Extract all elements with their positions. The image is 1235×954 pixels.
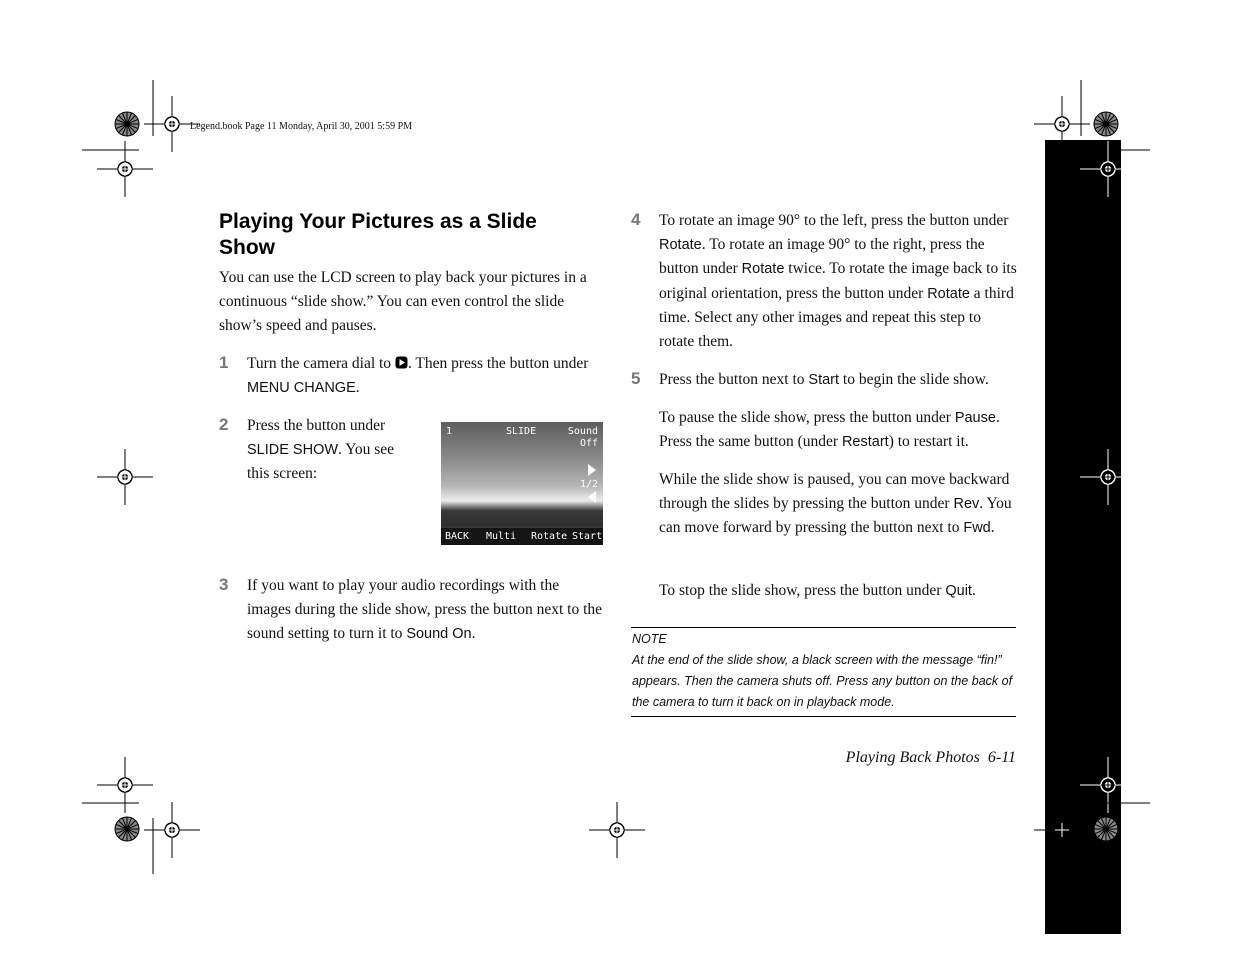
- note-top-rule: [631, 627, 1016, 628]
- footer-page-number: 6-11: [987, 749, 1016, 766]
- rotate-code-2: Rotate: [741, 261, 785, 278]
- note-bottom-rule: [631, 716, 1016, 717]
- paused-navigation-paragraph: While the slide show is paused, you can move backward through the slides by pressing the button under Rev. You can move forward by pressing the button next to Fwd.: [659, 471, 1012, 537]
- lcd-photo-background: [441, 422, 603, 545]
- page-title: Playing Your Pictures as a Slide Show: [219, 210, 537, 259]
- pause-paragraph: To pause the slide show, press the button under Pause. Press the same button (under Restart) to restart it.: [659, 409, 1000, 451]
- rotate-code-1: Rotate: [659, 237, 702, 254]
- lcd-button-start: Start: [572, 531, 603, 542]
- pause-code: Pause: [954, 410, 996, 426]
- lcd-counter: 1/2: [579, 479, 598, 490]
- note-text: At the end of the slide show, a black screen with the message “fin!” appears. Then the camera shuts off. Press any button on the back of the camera to turn it back on in playback mode.: [632, 653, 1013, 709]
- lcd-mode-label: SLIDE: [506, 426, 537, 437]
- start-code: Start: [808, 372, 840, 388]
- lcd-button-rotate: Rotate: [531, 531, 568, 542]
- fwd-code: Fwd: [963, 520, 991, 537]
- step-1-text: Turn the camera dial to . Then press the button under MENU CHANGE.: [247, 355, 589, 397]
- lcd-forward-arrow-icon: [587, 464, 597, 476]
- quit-code: Quit: [945, 583, 972, 599]
- lcd-frame-number: 1: [446, 426, 453, 437]
- step-5-text: Press the button next to Start to begin the slide show.: [659, 371, 989, 388]
- step-1-number: 1: [219, 353, 229, 372]
- lcd-slide-show-screen: [441, 422, 603, 545]
- slide-show-code: SLIDE SHOW: [247, 442, 339, 459]
- step-4-text: To rotate an image 90° to the left, press the button under Rotate. To rotate an image 90° to the right, press the button under Rotate twice. To rotate the image back to its original orientation, press the button under Rotate a third time. Select any other images and repeat this step to rotate them.: [659, 212, 1017, 351]
- lcd-button-back: BACK: [445, 531, 470, 542]
- menu-change-code: MENU CHANGE: [247, 380, 356, 397]
- footer-section: Playing Back Photos: [845, 749, 980, 766]
- step-3-text: If you want to play your audio recordings with the images during the slide show, press the button next to the sound setting to turn it to Sound On.: [247, 577, 603, 643]
- page-footer: [740, 749, 1016, 767]
- note-label: NOTE: [632, 632, 667, 646]
- lcd-sound-label: Sound: [567, 426, 598, 437]
- step-3-number: 3: [219, 575, 229, 594]
- step-2-number: 2: [219, 415, 229, 434]
- lcd-button-multi: Multi: [486, 531, 517, 542]
- sound-on-code: Sound On: [406, 626, 472, 643]
- book-header-line: Legend.book Page 11 Monday, April 30, 2001 5:59 PM: [190, 121, 413, 132]
- step-2-text: Press the button under SLIDE SHOW. You see this screen:: [247, 417, 395, 483]
- lcd-back-arrow-icon: [587, 491, 597, 503]
- intro-paragraph: You can use the LCD screen to play back your pictures in a continuous “slide show.” You can even control the slide show’s speed and pauses.: [219, 269, 587, 335]
- rotate-code-3: Rotate: [927, 285, 970, 302]
- step-5-number: 5: [631, 369, 641, 388]
- playback-icon: [395, 356, 408, 369]
- step-4-number: 4: [631, 210, 641, 229]
- rev-code: Rev: [953, 496, 980, 513]
- stop-paragraph: To stop the slide show, press the button under Quit.: [659, 582, 976, 599]
- lcd-sound-value: Off: [579, 438, 598, 449]
- restart-code: Restart: [841, 434, 889, 451]
